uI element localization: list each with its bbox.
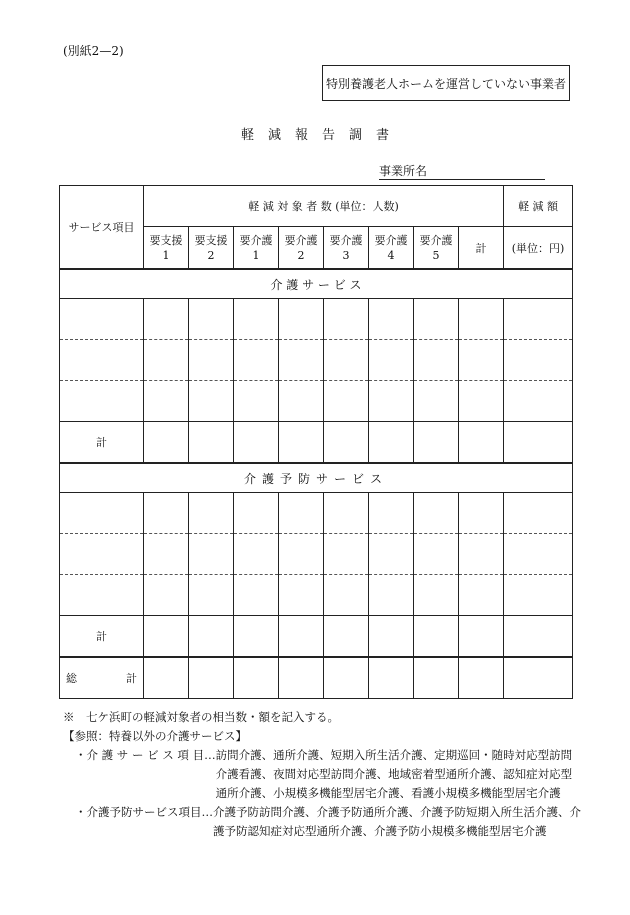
- appendix-label: (別紙2—2): [63, 44, 124, 58]
- subtotal-label: 計: [60, 422, 144, 464]
- level-header: 要介護 4: [369, 227, 414, 270]
- office-name-field[interactable]: [379, 163, 545, 180]
- section-prevention-services: 介護予防サービス: [60, 463, 573, 493]
- notes: [63, 708, 583, 841]
- grand-total-label: [60, 657, 144, 699]
- prevention-service-items-text: 介護予防訪問介護、介護予防通所介護、介護予防短期入所生活介護、介護予防認知症対応型通所介護、介護予防小規模多機能型居宅介護: [213, 805, 581, 838]
- level-header: 要支援 1: [144, 227, 189, 270]
- total-column-header: 計: [459, 227, 504, 270]
- table-row: [60, 299, 573, 340]
- prevention-service-items-label: ・介護予防サービス項目…: [75, 805, 213, 819]
- reduced-amount-header: 軽 減 額: [504, 186, 573, 227]
- prevention-service-items: [63, 803, 583, 841]
- note-2: 【参照：特養以外の介護サービス】: [63, 729, 247, 743]
- level-header: 要介護 3: [324, 227, 369, 270]
- table-row: [60, 534, 573, 575]
- grand-total-row: [60, 657, 573, 699]
- grand-total-label-b: 計: [126, 672, 137, 685]
- table-row: [60, 493, 573, 534]
- unit-yen-header: (単位：円): [504, 227, 573, 270]
- care-service-items-label: ・介 護 サ ー ビ ス 項 目…: [75, 748, 216, 762]
- reduced-count-header: 軽 減 対 象 者 数 (単位：人数): [144, 186, 504, 227]
- office-name-label: 事業所名: [379, 164, 428, 178]
- service-item-header: サービス項目: [60, 186, 144, 270]
- prevention-subtotal-row: [60, 616, 573, 658]
- reduction-report-table: [59, 185, 573, 699]
- section-care-services: 介 護 サ ー ビ ス: [60, 269, 573, 299]
- level-header: 要介護 2: [279, 227, 324, 270]
- table-row: [60, 381, 573, 422]
- operator-type-box: 特別養護老人ホームを運営していない事業者: [322, 65, 570, 101]
- note-1: ※ 七ケ浜町の軽減対象者の相当数・額を記入する。: [63, 710, 339, 724]
- document-title: 軽減報告調書: [240, 128, 403, 143]
- care-service-items: [63, 746, 583, 803]
- level-header: 要介護 5: [414, 227, 459, 270]
- subtotal-label: 計: [60, 616, 144, 658]
- table-row: [60, 575, 573, 616]
- care-subtotal-row: [60, 422, 573, 464]
- table-row: [60, 340, 573, 381]
- care-service-items-text: 訪問介護、通所介護、短期入所生活介護、定期巡回・随時対応型訪問介護看護、夜間対応型訪問介護、地域密着型通所介護、認知症対応型通所介護、小規模多機能型居宅介護、看護小規模多機能型居宅介護: [215, 748, 573, 800]
- grand-total-label-a: 総: [66, 672, 77, 685]
- level-header: 要支援 2: [189, 227, 234, 270]
- level-header: 要介護 1: [234, 227, 279, 270]
